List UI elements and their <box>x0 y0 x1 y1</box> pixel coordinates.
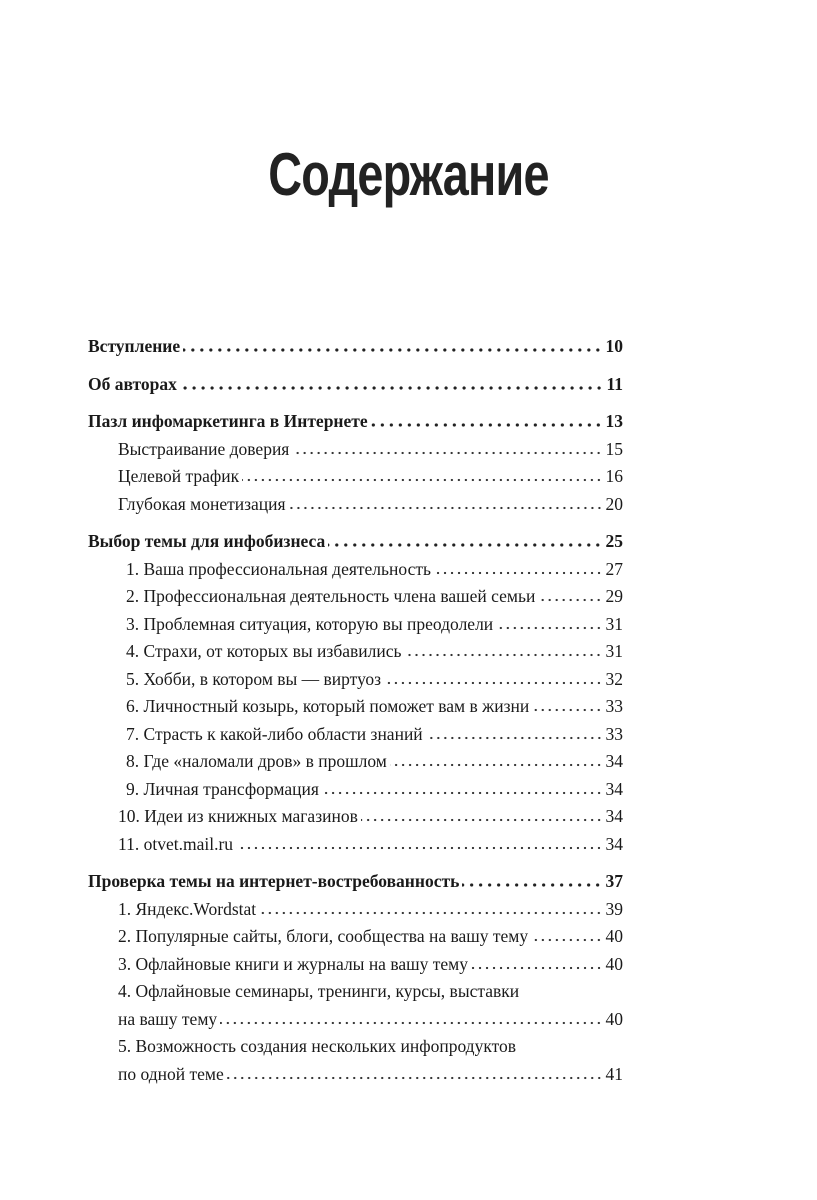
toc-item[interactable] <box>88 831 623 859</box>
dot-leader <box>390 763 603 767</box>
dot-leader <box>426 736 603 740</box>
toc-item[interactable] <box>88 1033 623 1088</box>
page-number: 20 <box>605 493 623 514</box>
page-number: 40 <box>605 953 623 974</box>
page-number: 11 <box>606 373 623 394</box>
page-number: 15 <box>605 438 623 459</box>
toc-item[interactable] <box>88 463 623 491</box>
toc-entry-label: 3. Офлайновые книги и журналы на вашу тему <box>118 953 468 974</box>
dot-leader <box>496 626 602 630</box>
dot-leader <box>471 966 603 970</box>
toc-entry-label: Выстраивание доверия <box>118 438 290 459</box>
page-number: 16 <box>605 466 623 486</box>
toc-entry-label: 5. Возможность создания нескольких инфопродуктов <box>118 1036 517 1056</box>
dot-leader <box>532 708 602 712</box>
toc-section[interactable] <box>88 408 623 436</box>
toc-entry-label: по одной теме <box>118 1063 224 1084</box>
page-number: 29 <box>605 586 623 606</box>
toc-entry-label: 6. Личностный козырь, который поможет вам в жизни <box>126 696 530 716</box>
dot-leader <box>384 681 602 685</box>
toc-entry-label: 2. Профессиональная деятельность члена вашей семьи <box>126 586 536 606</box>
dot-leader <box>183 348 602 352</box>
dot-leader <box>322 791 603 795</box>
toc-section[interactable] <box>88 868 623 896</box>
toc-entry-label: 3. Проблемная ситуация, которую вы преодолели <box>126 613 494 634</box>
page-number: 41 <box>605 1063 623 1084</box>
page-number: 34 <box>605 833 623 854</box>
dot-leader <box>538 598 602 602</box>
toc-entry-label: на вашу тему <box>118 1008 218 1029</box>
dot-leader <box>328 543 602 547</box>
toc-section[interactable] <box>88 528 623 556</box>
page-number: 31 <box>605 613 623 634</box>
toc-entry-label: Вступление <box>88 336 181 356</box>
dot-leader <box>361 818 603 822</box>
dot-leader <box>259 911 602 915</box>
page-number: 33 <box>605 723 623 744</box>
page-number: 34 <box>605 778 623 799</box>
dot-leader <box>531 938 602 942</box>
page-number: 10 <box>605 336 623 356</box>
toc-item[interactable] <box>88 896 623 924</box>
toc-entry-label: Об авторах <box>88 373 177 394</box>
toc-entry-continuation[interactable] <box>118 1006 623 1034</box>
toc-entry-label: 4. Страхи, от которых вы избавились <box>126 641 402 661</box>
dot-leader <box>227 1076 603 1080</box>
dot-leader <box>292 451 602 455</box>
toc-entry-label: 10. Идеи из книжных магазинов <box>118 806 358 826</box>
toc-item[interactable] <box>88 491 623 519</box>
dot-leader <box>220 1021 602 1025</box>
toc-entry-label: 5. Хобби, в котором вы — виртуоз <box>126 668 382 689</box>
toc-item[interactable] <box>88 776 623 804</box>
toc-entry-label: Глубокая монетизация <box>118 493 286 514</box>
toc-item[interactable] <box>88 693 623 721</box>
toc-item[interactable] <box>88 556 623 584</box>
dot-leader <box>434 571 603 575</box>
toc-entry-label: 9. Личная трансформация <box>126 778 319 799</box>
toc-item[interactable] <box>88 638 623 666</box>
toc-item[interactable] <box>88 978 623 1033</box>
dot-leader <box>242 478 602 482</box>
dot-leader <box>404 653 602 657</box>
page-title: Содержание <box>268 141 549 208</box>
dot-leader <box>180 386 604 390</box>
dot-leader <box>236 846 602 850</box>
toc-item[interactable] <box>88 803 623 831</box>
toc-item[interactable] <box>88 951 623 979</box>
toc-entry-label: 1. Яндекс.Wordstat <box>118 898 257 919</box>
page-number: 13 <box>605 411 623 431</box>
page-number: 27 <box>605 558 623 579</box>
toc-section[interactable] <box>88 333 623 361</box>
toc-entry-label: 7. Страсть к какой-либо области знаний <box>126 723 423 744</box>
dot-leader <box>462 883 602 887</box>
page-number: 40 <box>605 1008 623 1029</box>
page-number: 40 <box>605 926 623 946</box>
toc-item[interactable] <box>88 666 623 694</box>
dot-leader <box>371 423 603 427</box>
toc-entry-label: 8. Где «наломали дров» в прошлом <box>126 751 387 771</box>
toc-item[interactable] <box>88 611 623 639</box>
toc-entry-label: Выбор темы для инфобизнеса <box>88 531 326 551</box>
page-number: 34 <box>605 806 623 826</box>
page-number: 34 <box>605 751 623 771</box>
page-number: 33 <box>605 696 623 716</box>
toc-entry-label: Целевой трафик <box>118 466 240 486</box>
toc-entry-continuation[interactable] <box>118 1061 623 1089</box>
toc-entry-label: Пазл инфомаркетинга в Интернете <box>88 411 368 431</box>
page-number: 39 <box>605 898 623 919</box>
toc-entry-label: 11. otvet.mail.ru <box>118 833 234 854</box>
toc-section[interactable] <box>88 371 623 399</box>
toc-item[interactable] <box>88 436 623 464</box>
page-number: 37 <box>605 871 623 891</box>
dot-leader <box>289 506 603 510</box>
table-of-contents <box>88 333 623 1088</box>
toc-entry-label: Проверка темы на интернет-востребованность <box>88 871 460 891</box>
page-number: 31 <box>605 641 623 661</box>
toc-entry-label: 4. Офлайновые семинары, тренинги, курсы, выставки <box>118 981 520 1001</box>
page-number: 25 <box>605 531 623 551</box>
toc-entry-label: 1. Ваша профессиональная деятельность <box>126 558 431 579</box>
toc-item[interactable] <box>88 748 623 776</box>
toc-item[interactable] <box>88 583 623 611</box>
toc-entry-label: 2. Популярные сайты, блоги, сообщества на вашу тему <box>118 926 529 946</box>
toc-item[interactable] <box>88 721 623 749</box>
page-number: 32 <box>605 668 623 689</box>
toc-item[interactable] <box>88 923 623 951</box>
